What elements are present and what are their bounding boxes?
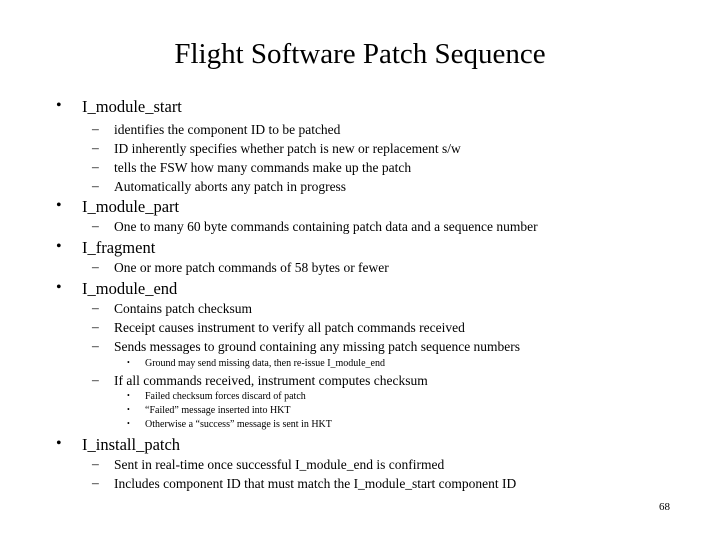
- bullet-icon: •: [56, 279, 62, 296]
- bullet-item-module-start: I_module_start: [82, 97, 182, 116]
- dash-icon: –: [92, 218, 99, 233]
- slide-title: Flight Software Patch Sequence: [174, 38, 546, 70]
- sub-item: identifies the component ID to be patched: [114, 122, 341, 137]
- sub-item: Sent in real-time once successful I_module_end is confirmed: [114, 457, 445, 472]
- dash-icon: –: [92, 121, 99, 136]
- bullet-icon: •: [56, 97, 62, 114]
- sub-sub-item: “Failed” message inserted into HKT: [145, 405, 291, 416]
- bullet-icon: •: [127, 358, 130, 367]
- bullet-item-module-end: I_module_end: [82, 279, 178, 298]
- sub-sub-item: Failed checksum forces discard of patch: [145, 391, 306, 402]
- bullet-icon: •: [127, 405, 130, 414]
- dash-icon: –: [92, 319, 99, 334]
- sub-item: tells the FSW how many commands make up the patch: [114, 160, 412, 175]
- bullet-icon: •: [56, 197, 62, 214]
- bullet-icon: •: [56, 435, 62, 452]
- dash-icon: –: [92, 372, 99, 387]
- dash-icon: –: [92, 456, 99, 471]
- dash-icon: –: [92, 300, 99, 315]
- dash-icon: –: [92, 338, 99, 353]
- dash-icon: –: [92, 475, 99, 490]
- sub-item: Sends messages to ground containing any missing patch sequence numbers: [114, 339, 521, 354]
- dash-icon: –: [92, 159, 99, 174]
- sub-sub-item: Otherwise a “success” message is sent in HKT: [145, 419, 332, 430]
- bullet-icon: •: [127, 419, 130, 428]
- bullet-icon: •: [56, 238, 62, 255]
- sub-item: Includes component ID that must match the I_module_start component ID: [114, 476, 517, 491]
- sub-item: Automatically aborts any patch in progress: [114, 179, 347, 194]
- sub-item: Receipt causes instrument to verify all patch commands received: [114, 320, 465, 335]
- page-number: 68: [659, 501, 670, 513]
- bullet-item-install-patch: I_install_patch: [82, 435, 181, 454]
- sub-item: One or more patch commands of 58 bytes or fewer: [114, 260, 389, 275]
- sub-item: One to many 60 byte commands containing patch data and a sequence number: [114, 219, 538, 234]
- bullet-item-fragment: I_fragment: [82, 238, 156, 257]
- dash-icon: –: [92, 140, 99, 155]
- sub-item: If all commands received, instrument computes checksum: [114, 373, 428, 388]
- bullet-item-module-part: I_module_part: [82, 197, 180, 216]
- sub-sub-item: Ground may send missing data, then re-issue I_module_end: [145, 358, 385, 369]
- sub-item: ID inherently specifies whether patch is new or replacement s/w: [114, 141, 461, 156]
- dash-icon: –: [92, 259, 99, 274]
- dash-icon: –: [92, 178, 99, 193]
- bullet-icon: •: [127, 391, 130, 400]
- sub-item: Contains patch checksum: [114, 301, 252, 316]
